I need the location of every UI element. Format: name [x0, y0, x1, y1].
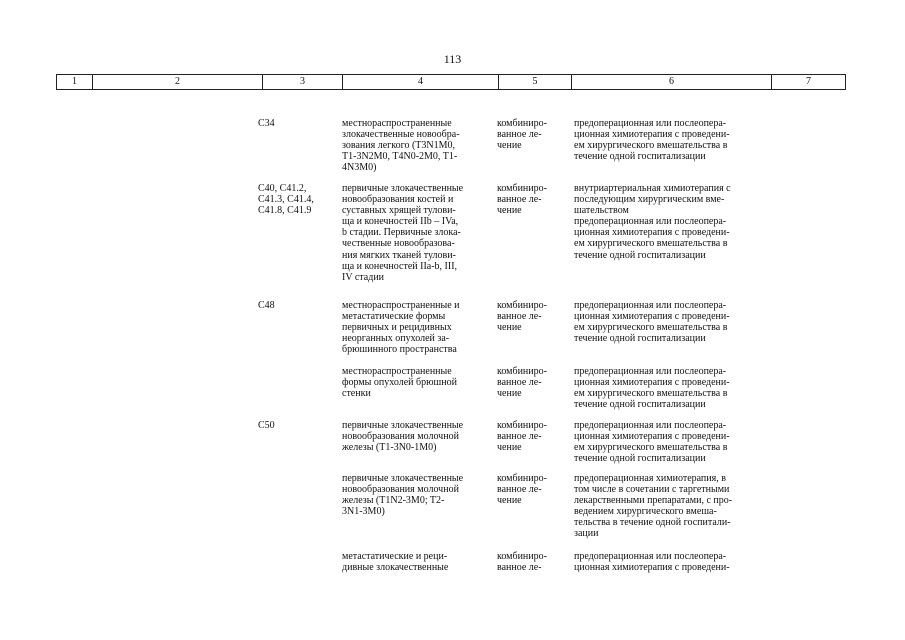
row-method: предоперационная или послеопера- ционная химиотерапия с проведени- ем хирургического вмешательства в течение одной госпитализации [574, 366, 730, 411]
row-diagnosis: местнораспространенные формы опухолей брюшной стенки [342, 366, 457, 400]
column-header-6: 6 [571, 75, 771, 89]
row-treatment: комбиниро- ванное ле- [497, 551, 547, 574]
row-code: C34 [258, 118, 275, 129]
column-header-row [56, 74, 846, 90]
row-method: предоперационная или послеопера- ционная химиотерапия с проведени- ем хирургического вмешательства в течение одной госпитализации [574, 420, 730, 465]
row-code: C50 [258, 420, 275, 431]
row-treatment: комбиниро- ванное ле- чение [497, 473, 547, 507]
row-treatment: комбиниро- ванное ле- чение [497, 118, 547, 152]
row-method: предоперационная или послеопера- ционная химиотерапия с проведени- ем хирургического вмешательства в течение одной госпитализации [574, 300, 730, 345]
row-diagnosis: метастатические и реци- дивные злокачественные [342, 551, 449, 574]
row-diagnosis: первичные злокачественные новообразования костей и суставных хрящей тулови- ща и конечностей IIb – IVa, b стадии. Первичные злока- чественные новообразова- ния мягких тканей тулови- ща и конечностей IIa-b, III, IV стадии [342, 183, 464, 283]
row-treatment: комбиниро- ванное ле- чение [497, 366, 547, 400]
column-header-2: 2 [92, 75, 262, 89]
page-number: 113 [443, 52, 462, 66]
row-diagnosis: местнораспространенные злокачественные новообра- зования легкого (T3N1M0, T1-3N2M0, T4N0-2M0, T1- 4N3M0) [342, 118, 460, 174]
row-method: внутриартериальная химиотерапия с последующим хирургическим вме- шательством предоперационная или послеопера- ционная химиотерапия с проведени- ем хирургического вмешательства в течение одной госпитализации [574, 183, 731, 261]
row-treatment: комбиниро- ванное ле- чение [497, 420, 547, 454]
column-header-3: 3 [262, 75, 342, 89]
column-header-7: 7 [771, 75, 846, 89]
column-header-1: 1 [56, 75, 92, 89]
row-code: C48 [258, 300, 275, 311]
row-method: предоперационная или послеопера- ционная химиотерапия с проведени- [574, 551, 730, 574]
row-diagnosis: первичные злокачественные новообразования молочной железы (T1N2-3M0; T2- 3N1-3M0) [342, 473, 464, 518]
row-treatment: комбиниро- ванное ле- чение [497, 183, 547, 217]
column-header-4: 4 [342, 75, 498, 89]
row-code: C40, C41.2, C41.3, C41.4, C41.8, C41.9 [258, 183, 314, 217]
row-treatment: комбиниро- ванное ле- чение [497, 300, 547, 334]
row-method: предоперационная или послеопера- ционная химиотерапия с проведени- ем хирургического вмешательства в течение одной госпитализации [574, 118, 730, 163]
row-diagnosis: первичные злокачественные новообразования молочной железы (T1-3N0-1M0) [342, 420, 464, 454]
column-header-5: 5 [498, 75, 571, 89]
row-method: предоперационная химиотерапия, в том числе в сочетании с таргетными лекарственными препаратами, с про- ведением хирургического вмеша- тельства в течение одной госпитали- зации [574, 473, 733, 540]
row-diagnosis: местнораспространенные и метастатические формы первичных и рецидивных неорганных опухолей за- брюшинного пространства [342, 300, 460, 356]
